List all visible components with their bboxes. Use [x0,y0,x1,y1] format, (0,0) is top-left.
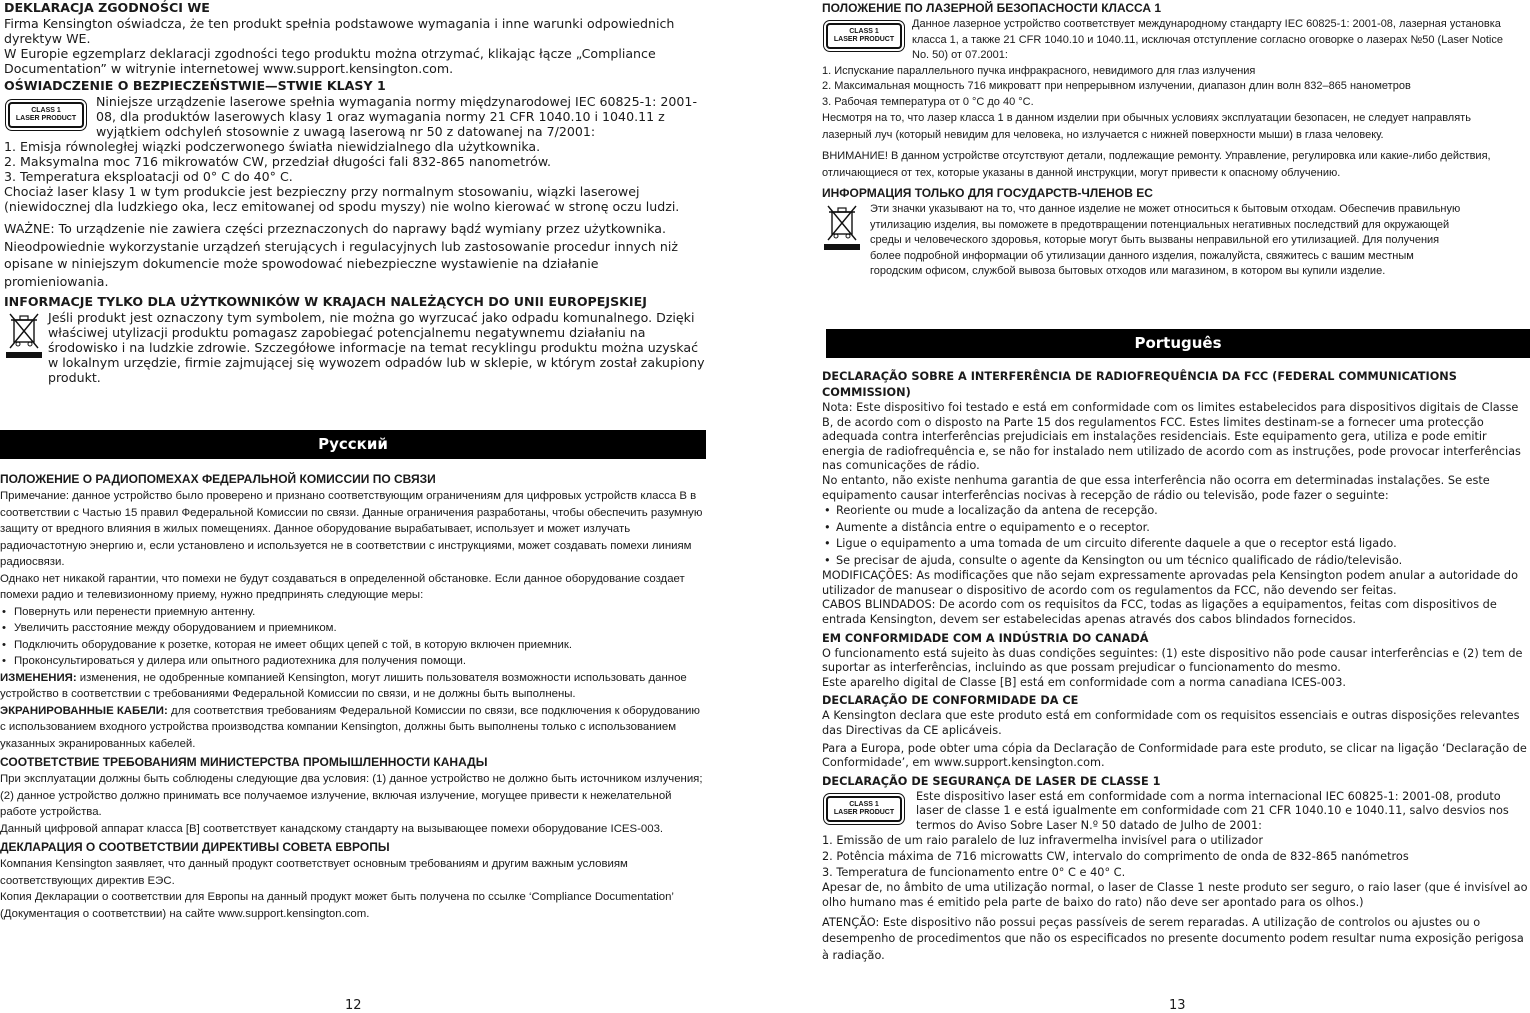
pt-laser-text: Este dispositivo laser está em conformidade com a norma internacional IEC 60825-1: 2001-08, produto laser de classe 1 e está igualmente em conformidade com 21 CFR 1040.10 e 1040.11, salvo desvios nos termos do Aviso Sobre Laser N.º 50 datado de Julho de 2001: [916,789,1509,832]
polish-eu-heading: INFORMACJE TYLKO DLA UŻYTKOWNIKÓW W KRAJACH NALEŻĄCYCH DO UNII EUROPEJSKIEJ [4,294,647,309]
list-item: • Проконсультироваться у дилера или опытного радиотехника для получения помощи. [0,653,706,670]
ru-fcc-bullets [0,604,706,670]
polish-laser-p: Chociaż laser klasy 1 w tym produkcie jest bezpieczny przy normalnym stosowaniu, wiązki laserowej (niewidocznej dla ludzkiego oka, lecz emitowanej od spodu myszy) nie wolno kierować w stronę oczu ludzi. [4,184,680,214]
ru-canada-heading: СООТВЕТСТВИЕ ТРЕБОВАНИЯМ МИНИСТЕРСТВА ПРОМЫШЛЕННОСТИ КАНАДЫ [0,755,488,769]
list-item: 3. Рабочая температура от 0 °C до 40 °C. [822,95,1034,108]
pt-canada-p2: Este aparelho digital de Classe [B] está em conformidade com a norma canadiana ICES-003. [822,675,1347,689]
list-item: • Se precisar de ajuda, consulte o agente da Kensington ou um técnico qualificado de rádio/televisão. [822,553,1528,570]
pt-canada-p1: O funcionamento está sujeito às duas condições seguintes: (1) este dispositivo não pode causar interferências e (2) tem de suportar as interferências, incluindo as que possam prejudicar o funcionamento do mesmo. [822,646,1523,675]
ru-canada-p2: Данный цифровой аппарат класса [B] соответствует канадскому стандарту на вызывающее помехи оборудование ICES-003. [0,822,664,835]
portuguese-section [822,369,1528,964]
list-item: • Подключить оборудование к розетке, которая не имеет общих цепей с той, в которую включен приемник. [0,637,706,654]
list-item: • Увеличить расстояние между оборудованием и приемником. [0,620,706,637]
pt-warning: ATENÇÃO: Este dispositivo não possui peças passíveis de serem reparadas. A utilização de controlos ou ajustes ou o desempenho de procedimentos que não os especificados no presente documento podem resultar numa exposição perigosa à radiação. [822,915,1524,962]
ru-laser-heading: ПОЛОЖЕНИЕ ПО ЛАЗЕРНОЙ БЕЗОПАСНОСТИ КЛАССА 1 [822,1,1162,15]
polish-laser-list [4,139,706,184]
weee-bin-icon [822,202,870,260]
list-item: 2. Максимальная мощность 716 микроватт при непрерывном излучении, диапазон длин волн 832–865 нанометров [822,80,1411,92]
ru-eu-text: Эти значки указывают на то, что данное изделие не может относиться к бытовым отходам. Обеспечив правильную утилизацию изделия, вы поможете в предотвращении потенциальных негативных последствий для окружающей среды и человеческого здоровья, которые могут быть вызваны неправильной его утилизацией. Для получения более подробной информации об утилизации данного изделия, пожалуйста, свяжитесь с вашим местным городским офисом, службой вывоза бытовых отходов или магазином, в котором вы купили изделие. [870,203,1461,277]
russian-fcc-section [0,471,706,922]
pt-fcc-p2: No entanto, não existe nenhuma garantia de que essa interferência não ocorra em determinadas instalações. Se este equipamento causar interferências nocivas à recepção de rádio ou televisão, pode fazer o seguinte: [822,473,1490,502]
pt-fcc-heading: DECLARAÇÃO SOBRE A INTERFERÊNCIA DE RADIOFREQUÊNCIA DA FCC (FEDERAL COMMUNICATIONS COMMISSION) [822,370,1457,399]
class1-laser-badge: CLASS 1 LASER PRODUCT [826,796,902,822]
list-item: 3. Temperatura de funcionamento entre 0° C e 40° C. [822,866,1126,880]
polish-eu-text: Jeśli produkt jest oznaczony tym symbolem, nie można go wyrzucać jako odpadu komunalnego. Dzięki właściwej utylizacji produktu pomagasz zapobiegać potencjalnemu negatywnemu działaniu na środowisko i na ludzkie zdrowie. Szczegółowe informacje na temat recyklingu produktu można uzyskać w lokalnym urzędzie, firmie zajmującej się wywozem odpadów lub w sklepie, w którym został zakupiony produkt. [48,310,705,385]
right-page [822,0,1530,1013]
polish-laser-block [4,94,706,139]
polish-laser-text: Niniejsze urządzenie laserowe spełnia wymagania normy międzynarodowej IEC 60825-1: 2001-08, dla produktów laserowych klasy 1 oraz wymagania normy 21 CFR 1040.10 i 1040.11 z wyjątkiem odchyleń stosownie z uwagą laserową nr 50 z datowanej na 7/2001: [96,94,697,139]
weee-bin-icon [4,310,48,365]
ru-changes: ИЗМЕНЕНИЯ: изменения, не одобренные компанией Kensington, могут лишить пользователя возможности использовать данное устройство в соответствии с требованиями Федеральной Комиссии по связи, и не должны быть выполнены. [0,671,687,700]
pt-modifications: MODIFICAÇÕES: As modificações que não sejam expressamente aprovadas pela Kensington podem anular a autoridade do utilizador de manusear o dispositivo de acordo com os regulamentos da FCC, não devendo ser feitas. [822,569,1519,597]
class1-laser-badge: CLASS 1 LASER PRODUCT [826,23,902,49]
pt-ce-p2: Para a Europa, pode obter uma cópia da Declaração de Conformidade para este produto, se clicar na ligação ‘Declaração de Conformidade’, em www.support.kensington.com. [822,741,1527,770]
pt-laser-block [822,790,1528,834]
class1-laser-badge: CLASS 1 LASER PRODUCT [8,102,84,128]
ru-laser-text: Данное лазерное устройство соответствует международному стандарту IEC 60825-1: 2001-08, лазерная установка класса 1, а также 21 CFR 1040.10 и 1040.11, исключая отступление согласно оговорке о лазерах №50 (Laser Notice No. 50) от 07.2001: [912,18,1503,61]
list-item: • Aumente a distância entre o equipamento e o receptor. [822,520,1528,537]
ru-ce-heading: ДЕКЛАРАЦИЯ О СООТВЕТСТВИИ ДИРЕКТИВЫ СОВЕТА ЕВРОПЫ [0,840,390,854]
ru-ce-p2: Копия Декларации о соответствии для Европы на данный продукт может быть получена по ссылке ‘Compliance Documentation’ (Документация о соответствии) на сайте www.support.kensington.com. [0,891,674,920]
list-item: • Reoriente ou mude a localização da antena de recepção. [822,503,1528,520]
pt-cables: CABOS BLINDADOS: De acordo com os requisitos da FCC, todas as ligações a equipamentos, feitas com dispositivos de entrada Kensington, devem ser estabelecidas apenas através dos cabos blindados fornecidos. [822,598,1497,626]
polish-laser-heading: OŚWIADCZENIE O BEZPIECZEŃSTWIE—STWIE KLASY 1 [4,78,386,93]
ru-laser-p: Несмотря на то, что лазер класса 1 в данном изделии при обычных условиях эксплуатации безопасен, не следует направлять лазерный луч (который невидим для человека, но излучается с нижней поверхности мыши) в глаза человеку. [822,112,1471,141]
left-page [0,0,706,1013]
ru-fcc-p2: Однако нет никакой гарантии, что помехи не будут создаваться в определенной обстановке. Если данное оборудование создает помехи радио и телевизионному приему, нужно предпринять следующие меры: [0,572,685,601]
ru-cables: ЭКРАНИРОВАННЫЕ КАБЕЛИ: для соответствия требованиям Федеральной Комиссии по связи, все подключения к оборудованию с использованием входного устройства производства компании Kensington, должны быть выполнены только с использованием указанных экранированных кабелей. [0,704,700,750]
list-item: 1. Emissão de um raio paralelo de luz infravermelha invisível para o utilizador [822,834,1263,848]
ru-laser-block [822,17,1522,64]
ru-fcc-heading: ПОЛОЖЕНИЕ О РАДИОПОМЕХАХ ФЕДЕРАЛЬНОЙ КОМИССИИ ПО СВЯЗИ [0,472,436,486]
list-item: 1. Испускание параллельного пучка инфракрасного, невидимого для глаз излучения [822,64,1256,77]
list-item: • Повернуть или перенести приемную антенну. [0,604,706,621]
ru-fcc-p1: Примечание: данное устройство было проверено и признано соответствующим ограничениям для цифровых устройств класса B в соответствии с Частью 15 правил Федеральной Комиссии по связи. Данные ограничения разработаны, чтобы обеспечить разумную защиту от вредного влияния в жилых помещениях. Данное оборудование вырабатывает, использует и может излучать радиочастотную энергию и, если установлено и используется не в соответствии с инструкциями, может создавать помехи линиям радиосвязи. [0,490,703,568]
russian-laser-section [822,0,1522,280]
ru-warning: ВНИМАНИЕ! В данном устройстве отсутствуют детали, подлежащие ремонту. Управление, регулировка или какие-либо действия, отличающиеся от тех, которые указаны в данной инструкции, могут привести к опасному облучению. [822,150,1491,179]
pt-laser-heading: DECLARAÇÃO DE SEGURANÇA DE LASER DE CLASSE 1 [822,774,1161,788]
polish-warning: WAŻNE: To urządzenie nie zawiera części przeznaczonych do naprawy bądź wymiany przez użytkownika. Nieodpowiednie wykorzystanie urządzeń sterujących i regulacyjnych lub zastosowanie procedur innych niż opisane w niniejszym dokumencie może spowodować niebezpieczne wystawienie na działanie promieniowania. [4,221,678,289]
pt-canada-heading: EM CONFORMIDADE COM A INDÚSTRIA DO CANADÁ [822,631,1149,645]
pt-laser-list [822,833,1528,881]
page-number-right: 13 [1169,998,1186,1013]
list-item: 3. Temperatura eksploatacji od 0° C do 40° C. [4,169,293,184]
list-item: 2. Maksymalna moc 716 mikrowatów CW, przedział długości fali 832-865 nanometrów. [4,154,551,169]
polish-eu-block [4,310,706,385]
ru-eu-heading: ИНФОРМАЦИЯ ТОЛЬКО ДЛЯ ГОСУДАРСТВ-ЧЛЕНОВ ЕС [822,186,1153,200]
page-number-left: 12 [345,998,362,1013]
pt-laser-p: Apesar de, no âmbito de uma utilização normal, o laser de Classe 1 neste produto ser seguro, o raio laser (que é invisível ao olho humano mas é emitido pela parte de baixo do rato) não deve ser apontado para os olhos.) [822,881,1528,910]
ru-canada-p1: При эксплуатации должны быть соблюдены следующие два условия: (1) данное устройство не должно быть источником излучения; (2) данное устройство должно принимать все получаемое излучение, включая излучение, могущее привести к нежелательной работе устройства. [0,773,703,818]
ru-ce-p1: Компания Kensington заявляет, что данный продукт соответствует основным требованиям и другим важным условиям соответствующих директив ЕЭС. [0,858,628,887]
polish-ce-heading: DEKLARACJA ZGODNOŚCI WE [4,0,210,15]
list-item: 1. Emisja równoległej wiązki podczerwonego światła niewidzialnego dla użytkownika. [4,139,541,154]
list-item: • Ligue o equipamento a uma tomada de um circuito diferente daquele a que o receptor está ligado. [822,536,1528,553]
polish-ce-p2: W Europie egzemplarz deklaracji zgodności tego produktu można otrzymać, klikając łącze „Compliance Documentation” w witrynie internetowej www.support.kensington.com. [4,46,656,76]
list-item: 2. Potência máxima de 716 microwatts CW, intervalo do comprimento de onda de 832-865 nanómetros [822,850,1409,864]
pt-ce-p1: A Kensington declara que este produto está em conformidade com os requisitos essenciais e outras disposições relevantes das Directivas da CE aplicáveis. [822,709,1520,737]
polish-ce-p1: Firma Kensington oświadcza, że ten produkt spełnia podstawowe wymagania i inne warunki odpowiednich dyrektyw WE. [4,16,675,46]
pt-fcc-bullets [822,503,1528,569]
portuguese-band: Português [826,329,1530,358]
polish-section [0,0,706,385]
russian-band: Русский [0,430,706,459]
ru-eu-block [822,202,1522,280]
pt-fcc-p1: Nota: Este dispositivo foi testado e está em conformidade com os limites estabelecidos para dispositivos digitais de Classe B, de acordo com o disposto na Parte 15 dos regulamentos FCC. Estes limites destinam-se a fornecer uma protecção adequada contra interferências prejudiciais em instalações residenciais. Este equipamento gera, utiliza e pode emitir energia de radiofrequência e, se não for instalado nem utilizado de acordo com as instruções, pode provocar interferências nas comunicações de rádio. [822,401,1521,473]
pt-ce-heading: DECLARAÇÃO DE CONFORMIDADE DA CE [822,694,1079,708]
ru-laser-list [822,64,1522,111]
